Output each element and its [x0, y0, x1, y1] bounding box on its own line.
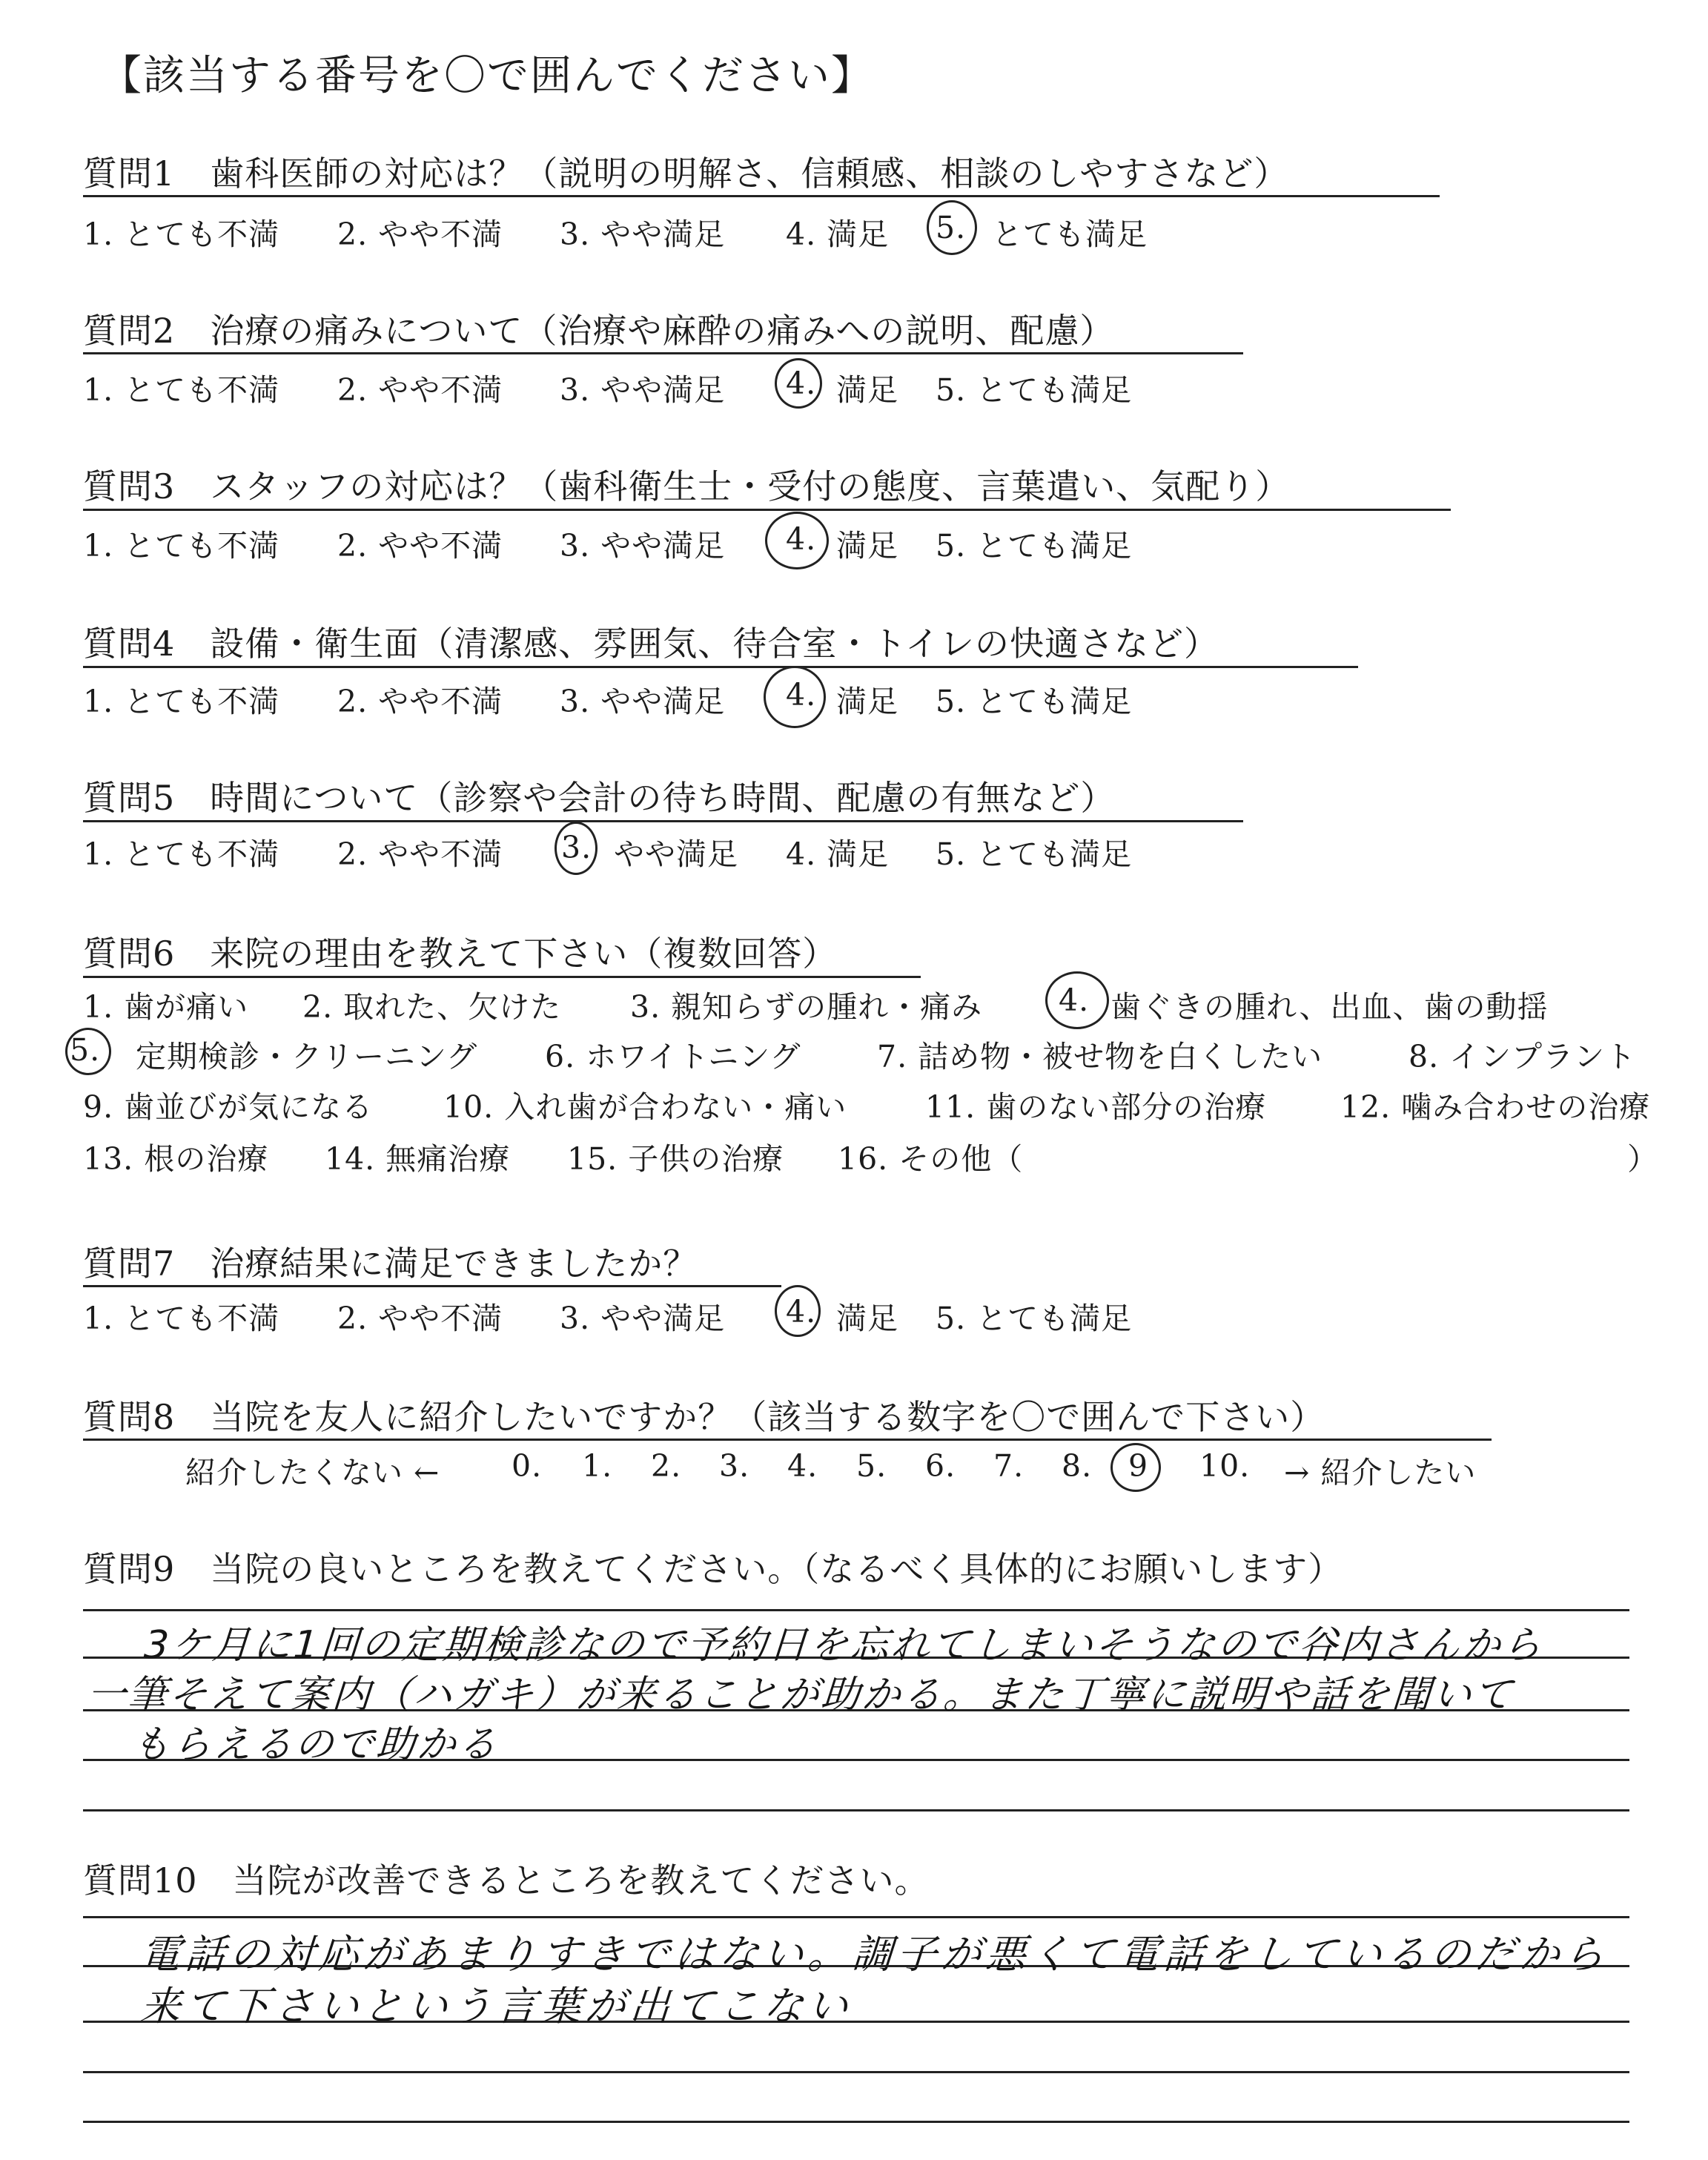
q6-option-12[interactable]: 12. 噛み合わせの治療	[1340, 1089, 1651, 1125]
q6-option-3[interactable]: 3. 親知らずの腫れ・痛み	[630, 989, 983, 1025]
q8-scale-3[interactable]: 3.	[719, 1448, 750, 1484]
q8-scale-8[interactable]: 8.	[1062, 1448, 1093, 1484]
q7-option-5[interactable]: 5. とても満足	[936, 1301, 1133, 1336]
q2-option-3[interactable]: 3. やや満足	[560, 372, 726, 408]
q6-option-6[interactable]: 6. ホワイトニング	[545, 1039, 801, 1074]
q2-answer-circle	[775, 358, 822, 409]
question-2-underline	[83, 352, 1243, 354]
q6-option-5-label[interactable]: 定期検診・クリーニング	[136, 1039, 478, 1074]
q6-option-8[interactable]: 8. インプラント	[1409, 1039, 1637, 1074]
question-8-heading: 質問8 当院を友人に紹介したいですか？（該当する数字を〇で囲んで下さい）	[83, 1397, 1325, 1437]
q8-scale-5[interactable]: 5.	[856, 1448, 887, 1484]
q2-option-4-label[interactable]: 満足	[836, 372, 898, 408]
q9-answer-line-1: 3ケ月に1回の定期検診なので予約日を忘れてしまいそうなので谷内さんから	[142, 1623, 1545, 1668]
q5-option-2[interactable]: 2. やや不満	[337, 836, 503, 872]
q8-scale-right-label: → 紹介したい	[1284, 1455, 1477, 1490]
question-4-underline	[83, 666, 1358, 668]
q9-writing-line-1	[83, 1609, 1629, 1611]
q6-option-1[interactable]: 1. 歯が痛い	[83, 989, 249, 1025]
q7-option-2[interactable]: 2. やや不満	[337, 1301, 503, 1336]
q6-option-16-close-paren: ）	[1627, 1141, 1658, 1177]
question-1-heading: 質問1 歯科医師の対応は？（説明の明解さ、信頼感、相談のしやすさなど）	[83, 153, 1289, 194]
q1-option-5-number[interactable]: 5.	[936, 210, 967, 245]
q3-option-3[interactable]: 3. やや満足	[560, 528, 726, 564]
q5-option-5[interactable]: 5. とても満足	[936, 836, 1133, 872]
q5-option-3-number[interactable]: 3.	[561, 830, 592, 865]
q10-answer-line-1: 電話の対応があまりすきではない。調子が悪くて電話をしているのだから	[139, 1931, 1610, 1978]
question-6-heading: 質問6 来院の理由を教えて下さい（複数回答）	[83, 934, 838, 974]
question-10-heading: 質問10 当院が改善できるところを教えてください。	[83, 1860, 930, 1900]
q1-answer-circle	[927, 200, 977, 255]
q6-answer-circle-5	[65, 1028, 111, 1075]
q2-option-2[interactable]: 2. やや不満	[337, 372, 503, 408]
q3-option-2[interactable]: 2. やや不満	[337, 528, 503, 564]
q10-writing-line-1	[83, 1916, 1629, 1918]
q8-scale-2[interactable]: 2.	[651, 1448, 682, 1484]
q6-option-10[interactable]: 10. 入れ歯が合わない・痛い	[443, 1089, 847, 1125]
q8-scale-6[interactable]: 6.	[925, 1448, 956, 1484]
question-3-underline	[83, 509, 1451, 511]
q6-option-13[interactable]: 13. 根の治療	[83, 1141, 269, 1177]
q4-option-2[interactable]: 2. やや不満	[337, 684, 503, 719]
q4-option-3[interactable]: 3. やや満足	[560, 684, 726, 719]
q3-option-4-label[interactable]: 満足	[836, 528, 898, 564]
question-7-underline	[83, 1285, 781, 1287]
q1-option-4[interactable]: 4. 満足	[786, 217, 890, 252]
question-3-heading: 質問3 スタッフの対応は？（歯科衛生士・受付の態度、言葉遣い、気配り）	[83, 466, 1291, 506]
q8-scale-10[interactable]: 10.	[1199, 1448, 1251, 1484]
q2-option-4-number[interactable]: 4.	[786, 366, 817, 401]
q3-option-1[interactable]: 1. とても不満	[83, 528, 280, 564]
q8-scale-4[interactable]: 4.	[787, 1448, 818, 1484]
survey-title: 【該当する番号を〇で囲んでください】	[100, 52, 874, 100]
q10-answer-line-2: 来て下さいという言葉が出てこない	[139, 1983, 854, 2029]
q6-option-2[interactable]: 2. 取れた、欠けた	[302, 989, 562, 1025]
q1-option-1[interactable]: 1. とても不満	[83, 217, 280, 252]
q6-answer-circle-4	[1045, 971, 1109, 1029]
q6-option-7[interactable]: 7. 詰め物・被せ物を白くしたい	[877, 1039, 1323, 1074]
q8-scale-1[interactable]: 1.	[582, 1448, 613, 1484]
q9-answer-line-2: 一筆そえて案内（ハガキ）が来ることが助かる。また丁寧に説明や話を聞いて	[85, 1673, 1516, 1717]
q8-scale-7[interactable]: 7.	[993, 1448, 1025, 1484]
q6-option-4-number[interactable]: 4.	[1059, 982, 1090, 1018]
q4-answer-circle	[764, 666, 826, 728]
q7-option-3[interactable]: 3. やや満足	[560, 1301, 726, 1336]
q5-answer-circle	[555, 822, 598, 875]
q3-option-5[interactable]: 5. とても満足	[936, 528, 1133, 564]
q10-writing-line-5	[83, 2121, 1629, 2123]
q1-option-5-label[interactable]: とても満足	[992, 217, 1148, 252]
q4-option-5[interactable]: 5. とても満足	[936, 684, 1133, 719]
question-2-heading: 質問2 治療の痛みについて（治療や麻酔の痛みへの説明、配慮）	[83, 311, 1115, 351]
q4-option-4-label[interactable]: 満足	[836, 684, 898, 719]
q10-writing-line-4	[83, 2071, 1629, 2073]
q8-answer-circle	[1110, 1443, 1161, 1492]
question-7-heading: 質問7 治療結果に満足できましたか？	[83, 1244, 698, 1284]
q1-option-2[interactable]: 2. やや不満	[337, 217, 503, 252]
q4-option-4-number[interactable]: 4.	[786, 677, 817, 713]
q7-option-4-number[interactable]: 4.	[786, 1294, 817, 1330]
q6-option-5-number[interactable]: 5.	[70, 1032, 101, 1068]
q5-option-1[interactable]: 1. とても不満	[83, 836, 280, 872]
q9-answer-line-3: もらえるので助かる	[130, 1723, 500, 1767]
q3-answer-circle	[765, 512, 829, 569]
q6-option-16[interactable]: 16. その他（	[838, 1141, 1024, 1177]
q2-option-1[interactable]: 1. とても不満	[83, 372, 280, 408]
q7-option-1[interactable]: 1. とても不満	[83, 1301, 280, 1336]
q2-option-5[interactable]: 5. とても満足	[936, 372, 1133, 408]
q7-option-4-label[interactable]: 満足	[836, 1301, 898, 1336]
question-5-underline	[83, 820, 1243, 822]
q6-option-15[interactable]: 15. 子供の治療	[567, 1141, 784, 1177]
question-9-heading: 質問9 当院の良いところを教えてください。（なるべく具体的にお願いします）	[83, 1549, 1343, 1589]
q8-scale-left-label: 紹介したくない ←	[185, 1455, 440, 1490]
q3-option-4-number[interactable]: 4.	[786, 521, 817, 557]
q8-scale-0[interactable]: 0.	[512, 1448, 543, 1484]
question-5-heading: 質問5 時間について（診察や会計の待ち時間、配慮の有無など）	[83, 778, 1116, 818]
question-8-underline	[83, 1439, 1492, 1441]
q8-scale-9[interactable]: 9	[1128, 1448, 1149, 1484]
q5-option-3-label[interactable]: やや満足	[614, 836, 738, 872]
q9-writing-line-5	[83, 1809, 1629, 1811]
q6-option-11[interactable]: 11. 歯のない部分の治療	[925, 1089, 1267, 1125]
q6-option-4-label[interactable]: 歯ぐきの腫れ、出血、歯の動揺	[1110, 989, 1549, 1025]
question-6-underline	[83, 976, 921, 978]
question-1-underline	[83, 195, 1440, 197]
q5-option-4[interactable]: 4. 満足	[786, 836, 890, 872]
q6-option-14[interactable]: 14. 無痛治療	[325, 1141, 511, 1177]
q6-option-9[interactable]: 9. 歯並びが気になる	[83, 1089, 374, 1125]
question-4-heading: 質問4 設備・衛生面（清潔感、雰囲気、待合室・トイレの快適さなど）	[83, 624, 1219, 664]
q7-answer-circle	[775, 1285, 821, 1337]
q1-option-3[interactable]: 3. やや満足	[560, 217, 726, 252]
q4-option-1[interactable]: 1. とても不満	[83, 684, 280, 719]
